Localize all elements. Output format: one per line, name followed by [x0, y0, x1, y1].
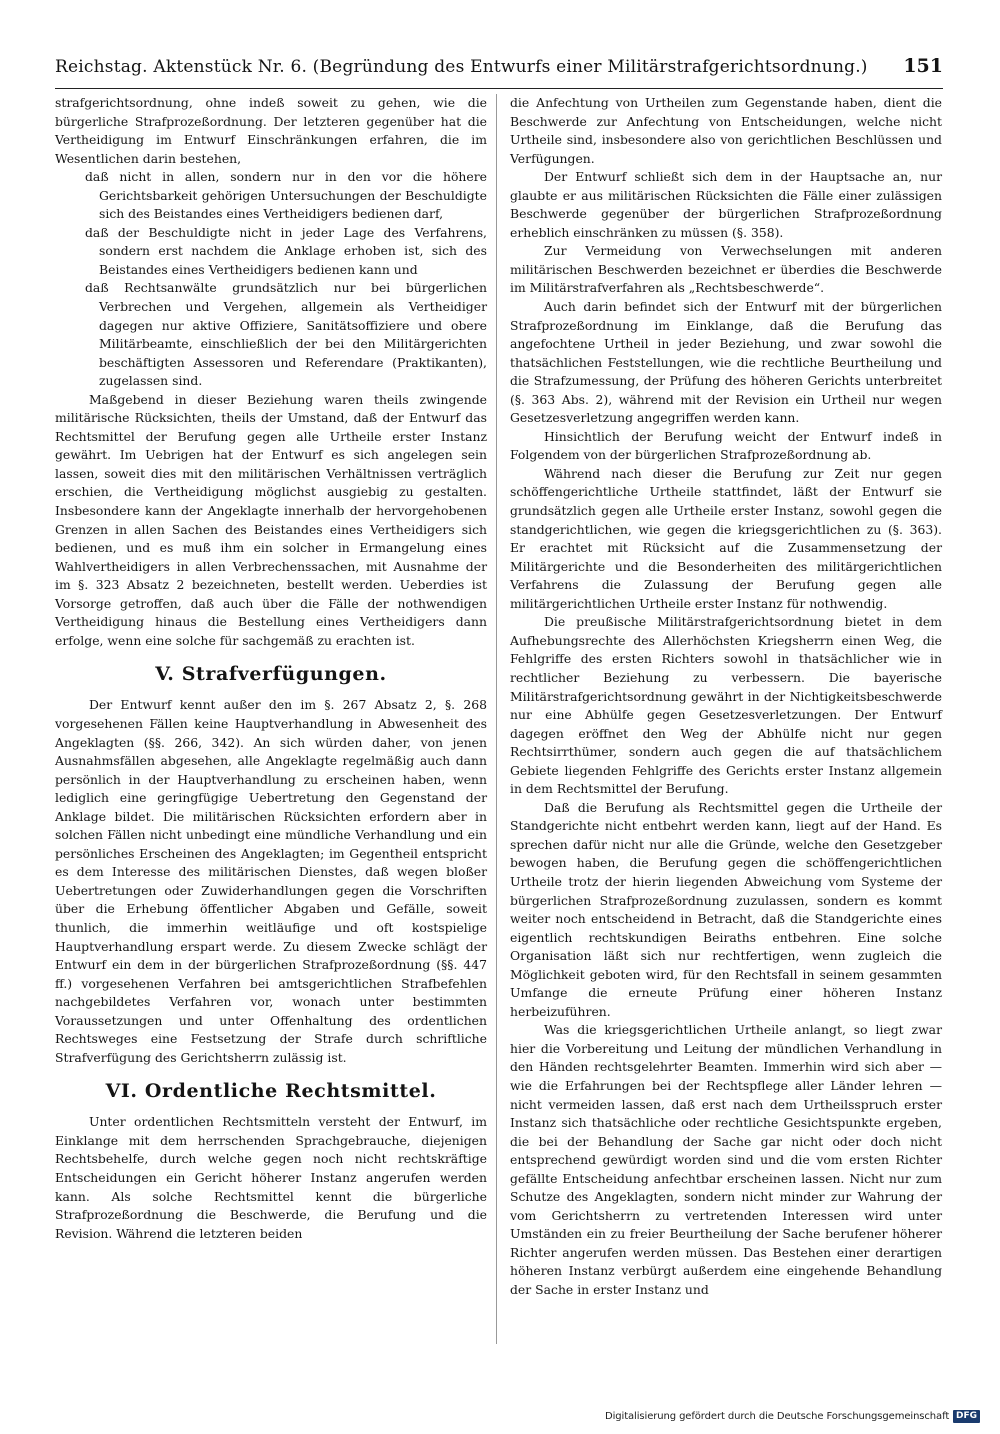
right-column: [510, 94, 942, 1300]
list-item: daß Rechtsanwälte grundsätzlich nur bei bürgerlichen Verbrechen und Vergehen, allgemein als Vertheidiger dagegen nur aktive Offiziere, Sanitätsoffiziere und obere Militärbeamte, einschließlich der bei den Militärgerichten beschäftigten Assessoren und Referendare (Praktikanten), zugelassen sind.: [85, 280, 487, 389]
paragraph: Der Entwurf kennt außer den im §. 267 Absatz 2, §. 268 vorgesehenen Fällen keine Hauptverhandlung in Abwesenheit des Angeklagten (§§. 266, 342). An sich würden daher, von jenen Ausnahmsfällen abgesehen, alle Angeklagte regelmäßig auch dann persönlich in der Hauptverhandlung zu erscheinen haben, wenn lediglich eine geringfügige Uebertretung den Gegenstand der Anklage bildet. Die militärischen Rücksichten erfordern aber in solchen Fällen nicht unbedingt eine mündliche Verhandlung und ein persönliches Erscheinen des Angeklagten; im Gegentheil entspricht es dem Interesse des militärischen Dienstes, daß wegen bloßer Uebertretungen oder Zuwiderhandlungen gegen die Vorschriften über die Erhebung öffentlicher Abgaben und Gefälle, soweit thunlich, die immerhin weitläufige und oft kostspielige Hauptverhandlung erspart werde. Zu diesem Zwecke schlägt der Entwurf ein dem in der bürgerlichen Strafprozeßordnung (§§. 447 ff.) vorgesehenen Verfahren bei amtsgerichtlichen Strafbefehlen nachgebildetes Verfahren vor, wonach unter bestimmten Voraussetzungen und unter Offenhaltung des ordentlichen Rechtsweges eine Festsetzung der Strafe durch schriftliche Strafverfügung des Gerichtsherrn zulässig ist.: [55, 697, 487, 1065]
paragraph: die Anfechtung von Urtheilen zum Gegenstande haben, dient die Beschwerde zur Anfechtung von Entscheidungen, welche nicht Urtheile sind, insbesondere also von gerichtlichen Beschlüssen und Verfügungen.: [510, 95, 942, 166]
left-column: [55, 94, 487, 1243]
digitization-credit: Digitalisierung gefördert durch die Deutsche Forschungsgemeinschaft: [605, 1411, 950, 1422]
paragraph: Die preußische Militärstrafgerichtsordnung bietet in dem Aufhebungsrechte des Allerhöchsten Kriegsherrn einen Weg, die Fehlgriffe des ersten Richters sowohl in thatsächlicher wie in rechtlicher Beziehung zu verbessern. Die bayerische Militärstrafgerichtsordnung gewährt in der Nichtigkeitsbeschwerde nur eine Abhülfe gegen Gesetzesverletzungen. Der Entwurf dagegen eröffnet den Weg der Abhülfe nicht nur gegen Rechtsirrthümer, sondern auch gegen die auf thatsächlichem Gebiete liegenden Fehlgriffe des Gerichts erster Instanz allgemein in dem Rechtsmittel der Berufung.: [510, 614, 942, 797]
paragraph: Auch darin befindet sich der Entwurf mit der bürgerlichen Strafprozeßordnung im Einklange, daß die Berufung das angefochtene Urtheil in jeder Beziehung, und zwar sowohl die thatsächlichen Feststellungen, wie die rechtliche Beurtheilung und die Strafzumessung, der Prüfung des höheren Gerichts unterbreitet (§. 363 Abs. 2), während mit der Revision ein Urtheil nur wegen Gesetzesverletzung angegriffen werden kann.: [510, 299, 942, 426]
digitization-footer: [605, 1408, 980, 1426]
paragraph: Hinsichtlich der Berufung weicht der Entwurf indeß in Folgendem von der bürgerlichen Strafprozeßordnung ab.: [510, 428, 942, 463]
paragraph: Was die kriegsgerichtlichen Urtheile anlangt, so liegt zwar hier die Vorbereitung und Leitung der mündlichen Verhandlung in den Händen rechtsgelehrter Beamten. Immerhin wird sich aber — wie die Erfahrungen bei der Rechtspflege aller Länder lehren — nicht vermeiden lassen, daß erst nach dem Urtheilsspruch erster Instanz sich thatsächliche oder rechtliche Gesichtspunkte ergeben, die bei der Behandlung der Sache gar nicht oder doch nicht entsprechend gewürdigt worden sind und die vom ersten Richter gefällte Entscheidung anfechtbar erscheinen lassen. Nicht nur zum Schutze des Angeklagten, sondern nicht minder zur Wahrung der vom Gerichtsherrn zu vertretenden Interessen wird unter Umständen ein zu freier Beurtheilung der Sache berufener höherer Richter angerufen werden müssen. Das Bestehen einer derartigen höheren Instanz verbürgt außerdem eine eingehende Behandlung der Sache in erster Instanz und: [510, 1022, 942, 1297]
paragraph: Der Entwurf schließt sich dem in der Hauptsache an, nur glaubte er aus militärischen Rücksichten die Fälle einer zulässigen Beschwerde gegenüber der bürgerlichen Strafprozeßordnung erheblich einschränken zu müssen (§. 358).: [510, 169, 942, 240]
column-divider: [496, 94, 497, 1344]
section-heading-vi: VI. Ordentliche Rechtsmittel.: [105, 1080, 437, 1103]
page-number: 151: [903, 55, 943, 77]
list-item: daß nicht in allen, sondern nur in den vor die höhere Gerichtsbarkeit gehörigen Untersuchungen der Beschuldigte sich des Beistandes eines Vertheidigers bedienen darf,: [85, 169, 487, 222]
paragraph: Zur Vermeidung von Verwechselungen mit anderen militärischen Beschwerden bezeichnet er überdies die Beschwerde im Militärstrafverfahren als „Rechtsbeschwerde“.: [510, 243, 942, 296]
paragraph: strafgerichtsordnung, ohne indeß soweit zu gehen, wie die bürgerliche Strafprozeßordnung. Der letzteren gegenüber hat die Vertheidigung im Entwurf Einschränkungen erfahren, die im Wesentlichen darin bestehen,: [55, 95, 487, 166]
paragraph: Maßgebend in dieser Beziehung waren theils zwingende militärische Rücksichten, theils der Umstand, daß der Entwurf das Rechtsmittel der Berufung gegen alle Urtheile erster Instanz gewährt. Im Uebrigen hat der Entwurf es sich angelegen sein lassen, soweit dies mit den militärischen Verhältnissen verträglich erschien, die Vertheidigung möglichst ausgiebig zu gestalten. Insbesondere kann der Angeklagte innerhalb der hervorgehobenen Grenzen in allen Sachen des Beistandes eines Vertheidigers sich bedienen, und es muß ihm ein solcher in Ermangelung eines Wahlvertheidigers in allen Verbrechenssachen, mit Ausnahme der im §. 323 Absatz 2 bezeichneten, bestellt werden. Ueberdies ist Vorsorge getroffen, daß auch über die Fälle der nothwendigen Vertheidigung hinaus die Bestellung eines Vertheidigers dann erfolge, wenn eine solche für sachgemäß zu erachten ist.: [55, 391, 487, 648]
paragraph: Unter ordentlichen Rechtsmitteln versteht der Entwurf, im Einklange mit dem herrschenden Sprachgebrauche, diejenigen Rechtsbehelfe, durch welche gegen noch nicht rechtskräftige Entscheidungen ein Gericht höherer Instanz angerufen werden kann. Als solche Rechtsmittel kennt die bürgerliche Strafprozeßordnung die Beschwerde, die Berufung und die Revision. Während die letzteren beiden: [55, 1114, 487, 1241]
dfg-logo-icon: DFG: [953, 1410, 980, 1423]
paragraph: Während nach dieser die Berufung zur Zeit nur gegen schöffengerichtliche Urtheile stattfindet, läßt der Entwurf sie grundsätzlich gegen alle Urtheile erster Instanz, sowohl gegen die standgerichtlichen, wie gegen die kriegsgerichtlichen zu (§. 363). Er erachtet mit Rücksicht auf die Zusammensetzung der Militärgerichte und die Besonderheiten des militärgerichtlichen Verfahrens die Zulassung der Berufung gegen alle militärgerichtlichen Urtheile erster Instanz für nothwendig.: [510, 465, 942, 611]
section-heading-v: V. Strafverfügungen.: [155, 663, 387, 686]
running-title: Reichstag. Aktenstück Nr. 6. (Begründung des Entwurfs einer Militärstrafgerichtsordnung.): [55, 57, 868, 77]
paragraph: Daß die Berufung als Rechtsmittel gegen die Urtheile der Standgerichte nicht entbehrt werden kann, liegt auf der Hand. Es sprechen dafür nicht nur alle die Gründe, welche den Gesetzgeber bewogen haben, die Berufung gegen die schöffengerichtlichen Urtheile trotz der hierin liegenden Abweichung vom Systeme der bürgerlichen Strafprozeßordnung zuzulassen, sondern es kommt weiter noch entscheidend in Betracht, daß die Standgerichte eines eigentlich rechtskundigen Beiraths entbehren. Eine solche Organisation läßt sich nur rechtfertigen, wenn zugleich die Möglichkeit geboten wird, für den Rechtsfall in seinem gesammten Umfange die erneute Prüfung einer höheren Instanz herbeizuführen.: [510, 799, 942, 1019]
page-header: [55, 54, 943, 89]
list-item: daß der Beschuldigte nicht in jeder Lage des Verfahrens, sondern erst nachdem die Anklage erhoben ist, sich des Beistandes eines Vertheidigers bedienen kann und: [85, 224, 487, 277]
